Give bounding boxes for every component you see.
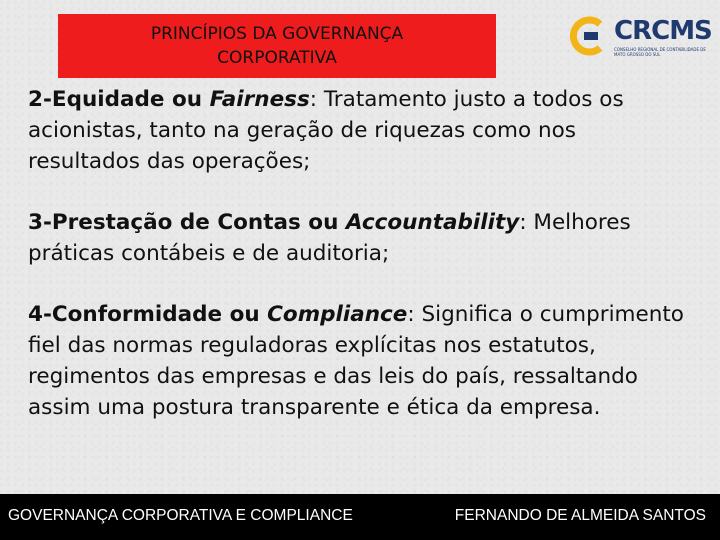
principle-text: : Significa o cumprimento fiel das normas reguladoras explícitas nos estatutos, regimentos das empresas e das leis do país, ressaltando assim uma postura transparente e ética da empresa. xyxy=(28,302,684,420)
principle-accountability xyxy=(28,207,688,269)
principle-lead: 3-Prestação de Contas ou xyxy=(28,210,346,235)
title-line-1: PRINCÍPIOS DA GOVERNANÇA xyxy=(150,24,404,44)
principle-compliance xyxy=(28,299,688,423)
title-line-2: CORPORATIVA xyxy=(217,48,337,68)
principle-fairness xyxy=(28,84,688,177)
crcms-logo xyxy=(570,14,710,62)
logo-crc: CRC xyxy=(614,16,670,46)
principle-term: Fairness xyxy=(209,87,310,112)
crcms-emblem-icon xyxy=(570,16,610,56)
slide-title xyxy=(58,14,496,78)
logo-subtitle: CONSELHO REGIONAL DE CONTABILIDADE DE MATO GROSSO DO SUL xyxy=(614,47,706,57)
logo-ms: MS xyxy=(669,16,712,46)
principles-list xyxy=(28,84,688,453)
principle-lead: 2-Equidade ou xyxy=(28,87,210,112)
principle-term: Accountability xyxy=(345,210,520,235)
footer-course-title: GOVERNANÇA CORPORATIVA E COMPLIANCE xyxy=(8,507,353,524)
principle-text: : Tratamento justo a todos os acionistas, tanto na geração de riquezas como nos resultados das operações; xyxy=(28,87,624,174)
logo-wordmark xyxy=(614,16,712,46)
footer-author: FERNANDO DE ALMEIDA SANTOS xyxy=(454,507,706,524)
principle-term: Compliance xyxy=(267,302,408,327)
principle-lead: 4-Conformidade ou xyxy=(28,302,268,327)
footer-bar xyxy=(0,494,720,540)
principle-text: : Melhores práticas contábeis e de auditoria; xyxy=(28,210,631,266)
